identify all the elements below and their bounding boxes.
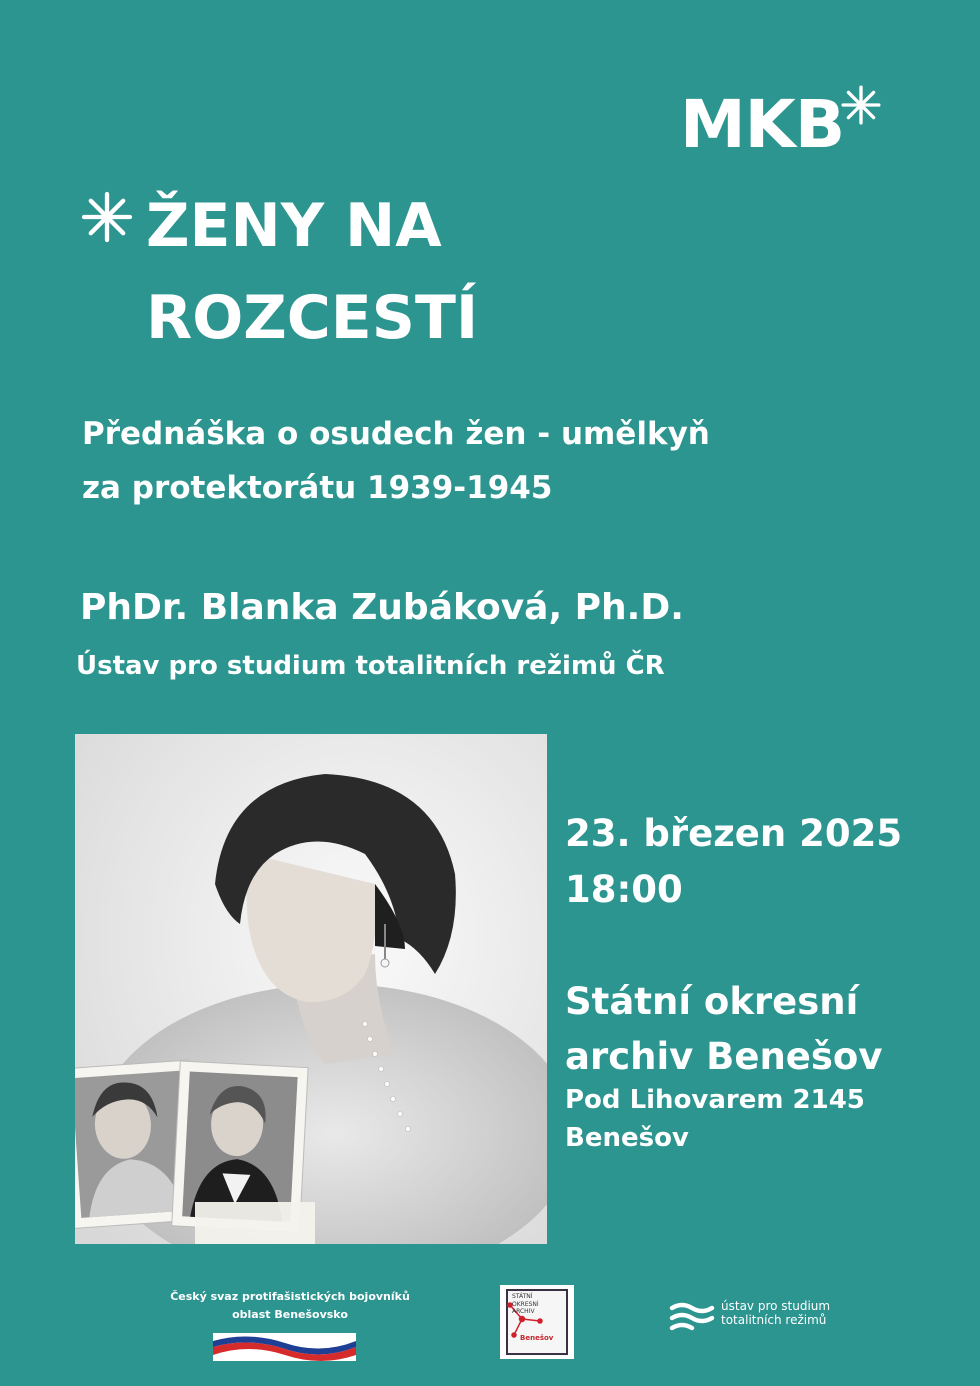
state-archive-logo-text: STÁTNÍ OKRESNÍ ARCHIV	[512, 1293, 539, 1315]
ustr-logo-icon	[668, 1298, 716, 1336]
ustr-name-line-2: totalitních režimů	[721, 1313, 827, 1327]
title-line-2: ROZCESTÍ	[146, 283, 479, 353]
partner-csbp-name: Český svaz protifašistických bojovníků	[170, 1290, 410, 1303]
ustr-name-line-1: ústav pro studium	[721, 1299, 831, 1313]
speaker-institution: Ústav pro studium totalitních režimů ČR	[76, 651, 665, 681]
mkb-logo: MKB	[680, 86, 845, 163]
asterisk-star-icon	[840, 84, 882, 126]
venue-line-2: archiv Benešov	[565, 1035, 883, 1078]
title-line-1: ŽENY NA	[146, 191, 442, 261]
partner-csbp-region: oblast Benešovsko	[232, 1308, 348, 1321]
subtitle-line-2: za protektorátu 1939-1945	[82, 470, 553, 506]
venue-street: Pod Lihovarem 2145	[565, 1085, 865, 1115]
venue-line-1: Státní okresní	[565, 980, 859, 1023]
portrait-photo-collage	[75, 734, 547, 1244]
venue-town: Benešov	[565, 1123, 689, 1153]
event-date: 23. březen 2025	[565, 812, 903, 855]
event-time: 18:00	[565, 868, 683, 911]
csbp-flag-logo	[213, 1333, 356, 1361]
speaker-name: PhDr. Blanka Zubáková, Ph.D.	[80, 587, 684, 628]
subtitle-line-1: Přednáška o osudech žen - umělkyň	[82, 416, 710, 452]
state-archive-logo-town: Benešov	[520, 1334, 554, 1342]
asterisk-star-icon	[80, 190, 134, 244]
